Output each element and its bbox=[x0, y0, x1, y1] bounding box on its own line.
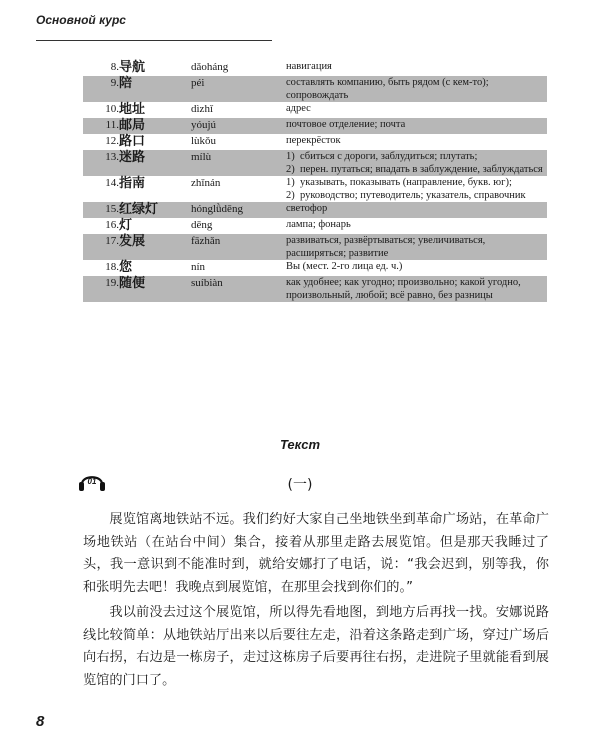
vocab-meaning bbox=[286, 202, 547, 218]
vocab-hanzi: 路口 bbox=[119, 134, 146, 149]
vocab-pinyin: hónglǜdēng bbox=[191, 202, 286, 218]
vocab-meaning bbox=[286, 118, 547, 134]
vocab-row bbox=[83, 150, 547, 176]
sense-number: 1) bbox=[286, 177, 295, 188]
section-title: Текст bbox=[279, 437, 321, 452]
vocab-hanzi: 您 bbox=[119, 260, 133, 275]
vocab-sense bbox=[286, 150, 547, 163]
vocab-pinyin: péi bbox=[191, 76, 286, 102]
sense-text: перен. путаться; впадать в заблуждение, заблуждаться bbox=[300, 164, 543, 175]
vocab-number: 9. bbox=[83, 76, 119, 102]
vocab-meaning bbox=[286, 150, 547, 176]
vocab-pinyin: lùkǒu bbox=[191, 135, 217, 147]
audio-track-number: 01 bbox=[87, 477, 97, 486]
vocab-meaning bbox=[286, 176, 547, 202]
sense-text: навигация bbox=[286, 61, 332, 72]
vocab-meaning bbox=[286, 102, 547, 118]
vocab-sense bbox=[286, 189, 547, 202]
vocab-number: 16. bbox=[105, 219, 119, 231]
vocab-pinyin: yóujú bbox=[191, 118, 286, 134]
vocab-number: 11. bbox=[83, 118, 119, 134]
vocab-sense bbox=[286, 260, 547, 273]
sense-text: руководство; путеводитель; указатель, справочник bbox=[300, 190, 526, 201]
vocab-sense bbox=[286, 276, 547, 302]
vocab-pinyin: suíbiàn bbox=[191, 276, 286, 302]
vocab-pinyin: fāzhǎn bbox=[191, 234, 286, 260]
vocab-meaning bbox=[286, 276, 547, 302]
vocab-meaning bbox=[286, 234, 547, 260]
sense-text: перекрёсток bbox=[286, 135, 341, 146]
vocab-sense bbox=[286, 163, 547, 176]
sense-text: почтовое отделение; почта bbox=[286, 119, 406, 130]
sense-text: сбиться с дороги, заблудиться; плутать; bbox=[300, 151, 478, 162]
sense-text: составлять компанию, быть рядом (с кем-то); сопровождать bbox=[286, 77, 489, 101]
sense-number: 2) bbox=[286, 190, 295, 201]
vocab-number: 14. bbox=[105, 177, 119, 189]
vocab-sense bbox=[286, 76, 547, 102]
vocab-hanzi: 随便 bbox=[119, 276, 191, 302]
vocab-hanzi: 邮局 bbox=[119, 118, 191, 134]
vocab-sense bbox=[286, 202, 547, 215]
running-header: Основной курс bbox=[36, 13, 126, 27]
vocab-hanzi: 地址 bbox=[119, 102, 146, 117]
vocab-number: 10. bbox=[105, 103, 119, 115]
vocab-row bbox=[83, 102, 547, 118]
vocab-hanzi: 指南 bbox=[119, 176, 146, 191]
vocab-sense bbox=[286, 234, 547, 260]
vocab-pinyin: dēng bbox=[191, 219, 213, 231]
vocab-row bbox=[83, 260, 547, 276]
vocab-meaning bbox=[286, 260, 547, 276]
vocab-sense bbox=[286, 102, 547, 115]
vocab-meaning bbox=[286, 60, 547, 76]
sense-text: светофор bbox=[286, 203, 328, 214]
vocab-meaning bbox=[286, 134, 547, 150]
vocab-sense bbox=[286, 134, 547, 147]
vocab-sense bbox=[286, 176, 547, 189]
vocab-row bbox=[83, 176, 547, 202]
sense-text: указывать, показывать (направление, букв. юг); bbox=[300, 177, 512, 188]
vocab-row bbox=[83, 134, 547, 150]
vocab-number: 13. bbox=[83, 150, 119, 176]
text-part-number: (一) bbox=[287, 477, 313, 493]
sense-text: лампа; фонарь bbox=[286, 219, 351, 230]
sense-number: 2) bbox=[286, 164, 295, 175]
vocab-row bbox=[83, 234, 547, 260]
vocab-meaning bbox=[286, 76, 547, 102]
sense-text: как удобнее; как угодно; произвольно; какой угодно, произвольный, любой; всё равно, без разницы bbox=[286, 277, 521, 301]
vocabulary-table bbox=[83, 60, 547, 302]
vocab-row bbox=[83, 202, 547, 218]
vocab-row bbox=[83, 60, 547, 76]
vocab-row bbox=[83, 218, 547, 234]
vocab-number: 12. bbox=[105, 135, 119, 147]
sense-text: Вы (мест. 2-го лица ед. ч.) bbox=[286, 261, 403, 272]
text-paragraph: 展览馆离地铁站不远。我们约好大家自己坐地铁坐到革命广场站，在革命广场地铁站（在站台中间）集合，接着从那里走路去展览馆。但是那天我睡过了头，我一意识到不能准时到，就给安娜打了电话，说：“我会迟到，别等我，你和张明先去吧！我晚点到展览馆，在那里会找到你们的。” bbox=[83, 512, 549, 595]
vocab-sense bbox=[286, 118, 547, 131]
vocab-hanzi: 发展 bbox=[119, 234, 191, 260]
sense-text: адрес bbox=[286, 103, 311, 114]
vocab-hanzi: 陪 bbox=[119, 76, 191, 102]
vocab-pinyin: mílù bbox=[191, 150, 286, 176]
vocab-hanzi: 导航 bbox=[119, 60, 146, 75]
vocab-number: 8. bbox=[110, 61, 119, 73]
vocab-hanzi: 红绿灯 bbox=[119, 202, 191, 218]
vocab-number: 19. bbox=[83, 276, 119, 302]
page-number: 8 bbox=[36, 713, 45, 730]
vocab-row bbox=[83, 276, 547, 302]
vocab-pinyin: dìzhǐ bbox=[191, 103, 213, 115]
vocab-pinyin: dǎoháng bbox=[191, 61, 229, 73]
sense-text: развиваться, развёртываться; увеличиваться, расширяться; развитие bbox=[286, 235, 486, 259]
vocab-hanzi: 迷路 bbox=[119, 150, 191, 176]
vocab-number: 15. bbox=[83, 202, 119, 218]
vocab-row bbox=[83, 118, 547, 134]
vocab-number: 18. bbox=[105, 261, 119, 273]
header-rule bbox=[36, 40, 272, 41]
text-paragraph: 我以前没去过这个展览馆，所以得先看地图，到地方后再找一找。安娜说路线比较简单：从地铁站厅出来以后要往左走，沿着这条路走到广场，穿过广场后向右拐，右边是一栋房子，走过这栋房子后要再往右拐，走进院子里就能看到展览馆的门口了。 bbox=[83, 605, 549, 688]
vocab-sense bbox=[286, 218, 547, 231]
vocab-pinyin: nín bbox=[191, 261, 206, 273]
vocab-pinyin: zhǐnán bbox=[191, 177, 221, 189]
sense-number: 1) bbox=[286, 151, 295, 162]
vocab-number: 17. bbox=[83, 234, 119, 260]
vocab-sense bbox=[286, 60, 547, 73]
vocab-meaning bbox=[286, 218, 547, 234]
vocab-hanzi: 灯 bbox=[119, 218, 133, 233]
vocab-row bbox=[83, 76, 547, 102]
